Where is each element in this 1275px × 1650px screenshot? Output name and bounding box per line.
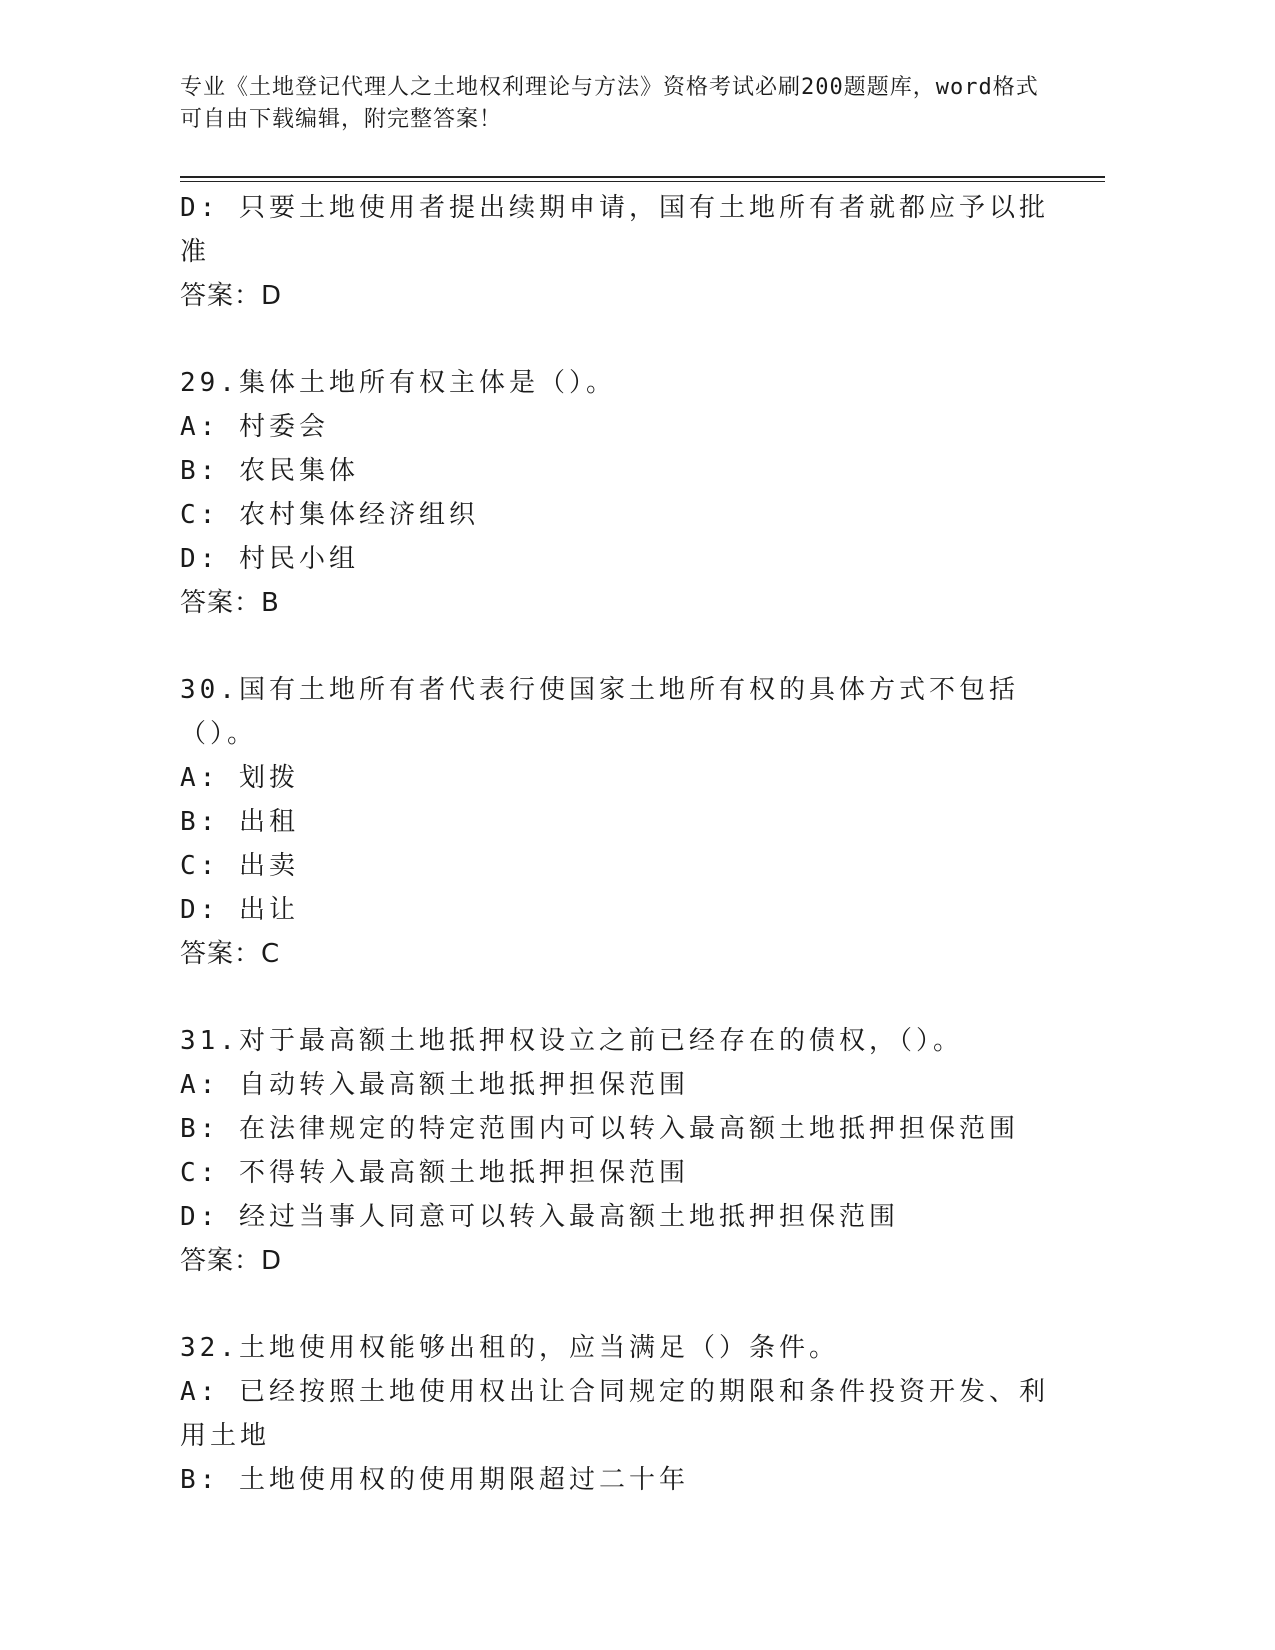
question-gap [180,976,1060,1019]
option-d: D: 村民小组 [180,544,359,574]
question-stem: 32.土地使用权能够出租的，应当满足（）条件。 [180,1333,839,1363]
question-stem: 31.对于最高额土地抵押权设立之前已经存在的债权，（）。 [180,1026,963,1056]
option-d: D: 只要土地使用者提出续期申请，国有土地所有者就都应予以批准 [180,193,1049,267]
option-d: D: 出让 [180,895,299,925]
question-stem: 30.国有土地所有者代表行使国家土地所有权的具体方式不包括（）。 [180,675,1019,749]
option-a: A: 自动转入最高额土地抵押担保范围 [180,1070,689,1100]
option-d: D: 经过当事人同意可以转入最高额土地抵押担保范围 [180,1202,899,1232]
option-a: A: 村委会 [180,412,329,442]
option-c: C: 出卖 [180,851,299,881]
header-divider-thin [180,181,1105,182]
answer-line: 答案：C [180,939,281,969]
option-c: C: 农村集体经济组织 [180,500,479,530]
question-stem: 29.集体土地所有权主体是（）。 [180,368,616,398]
answer-line: 答案：D [180,1246,283,1276]
document-header: 专业《土地登记代理人之土地权利理论与方法》资格考试必刷200题题库，word格式可自由下载编辑，附完整答案！ [180,75,1039,132]
answer-line: 答案：B [180,588,280,618]
question-gap [180,318,1060,361]
option-b: B: 在法律规定的特定范围内可以转入最高额土地抵押担保范围 [180,1114,1019,1144]
option-c: C: 不得转入最高额土地抵押担保范围 [180,1158,689,1188]
option-a: A: 已经按照土地使用权出让合同规定的期限和条件投资开发、利用土地 [180,1377,1049,1451]
option-b: B: 出租 [180,807,299,837]
option-a: A: 划拨 [180,763,299,793]
option-b: B: 农民集体 [180,456,359,486]
question-gap [180,625,1060,668]
option-b: B: 土地使用权的使用期限超过二十年 [180,1465,689,1495]
header-divider-thick [180,176,1105,178]
document-body [180,186,1060,1502]
question-gap [180,1283,1060,1326]
answer-line: 答案：D [180,281,283,311]
